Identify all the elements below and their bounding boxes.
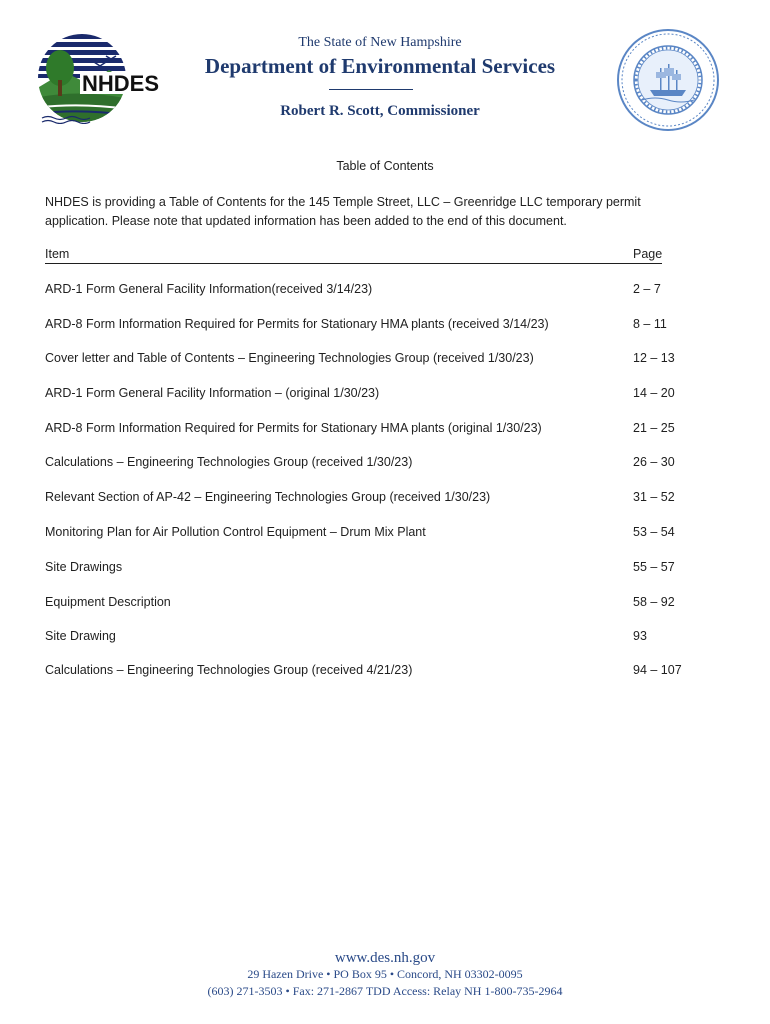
toc-item: Site Drawing [45,629,116,643]
toc-intro-line: NHDES is providing a Table of Contents for the 145 Temple Street, LLC – Greenridge LLC temporary permit [45,195,641,209]
toc-row [45,317,695,335]
toc-item: Calculations – Engineering Technologies Group (received 4/21/23) [45,663,413,677]
toc-item: Site Drawings [45,560,123,574]
toc-item: ARD-1 Form General Facility Information – (original 1/30/23) [45,386,380,400]
toc-header-row [45,246,662,264]
toc-intro-line: application. Please note that updated information has been added to the end of this document. [45,214,567,228]
toc-item: Monitoring Plan for Air Pollution Control Equipment – Drum Mix Plant [45,525,426,539]
toc-page: 26 – 30 [633,455,675,469]
column-header-page: Page [633,247,663,261]
toc-item: Cover letter and Table of Contents – Engineering Technologies Group (received 1/30/23) [45,351,534,365]
toc-row [45,386,695,404]
toc-page: 21 – 25 [633,421,675,435]
toc-page: 14 – 20 [633,386,675,400]
toc-item: Calculations – Engineering Technologies Group (received 1/30/23) [45,455,413,469]
toc-page: 53 – 54 [633,525,675,539]
toc-row [45,421,695,439]
toc-item: Relevant Section of AP-42 – Engineering Technologies Group (received 1/30/23) [45,490,491,504]
toc-intro [45,193,665,231]
department-name: Department of Environmental Services [204,54,556,78]
toc-row [45,629,695,647]
toc-row [45,351,695,369]
state-seal [616,28,720,132]
toc-page: 2 – 7 [633,282,661,296]
toc-item: ARD-8 Form Information Required for Permits for Stationary HMA plants (received 3/14/23) [45,317,549,331]
toc-item: Equipment Description [45,595,171,609]
toc-row [45,525,695,543]
letterhead-divider [329,89,413,90]
toc-row [45,560,695,578]
toc-page: 55 – 57 [633,560,675,574]
toc-page: 94 – 107 [633,663,682,677]
footer-address: 29 Hazen Drive • PO Box 95 • Concord, NH 03302-0095 [247,967,523,981]
footer-website-link[interactable]: www.des.nh.gov [334,950,436,966]
toc-row [45,663,695,681]
toc-page: 58 – 92 [633,595,675,609]
toc-row [45,490,695,508]
toc-item: ARD-1 Form General Facility Information(received 3/14/23) [45,282,373,296]
toc-title: Table of Contents [336,159,434,173]
toc-page: 31 – 52 [633,490,675,504]
state-name: The State of New Hampshire [298,35,462,50]
toc-page: 93 [633,629,647,643]
toc-row [45,455,695,473]
toc-row [45,595,695,613]
column-header-item: Item [45,247,70,261]
toc-page: 8 – 11 [633,317,667,331]
logo-wordmark: NHDES [82,71,160,96]
nhdes-logo [34,32,174,124]
toc-row [45,282,695,300]
footer-phone: (603) 271-3503 • Fax: 271-2867 TDD Access: Relay NH 1-800-735-2964 [207,984,563,998]
commissioner-name: Robert R. Scott, Commissioner [280,103,480,119]
toc-item: ARD-8 Form Information Required for Permits for Stationary HMA plants (original 1/30/23) [45,421,542,435]
toc-page: 12 – 13 [633,351,675,365]
